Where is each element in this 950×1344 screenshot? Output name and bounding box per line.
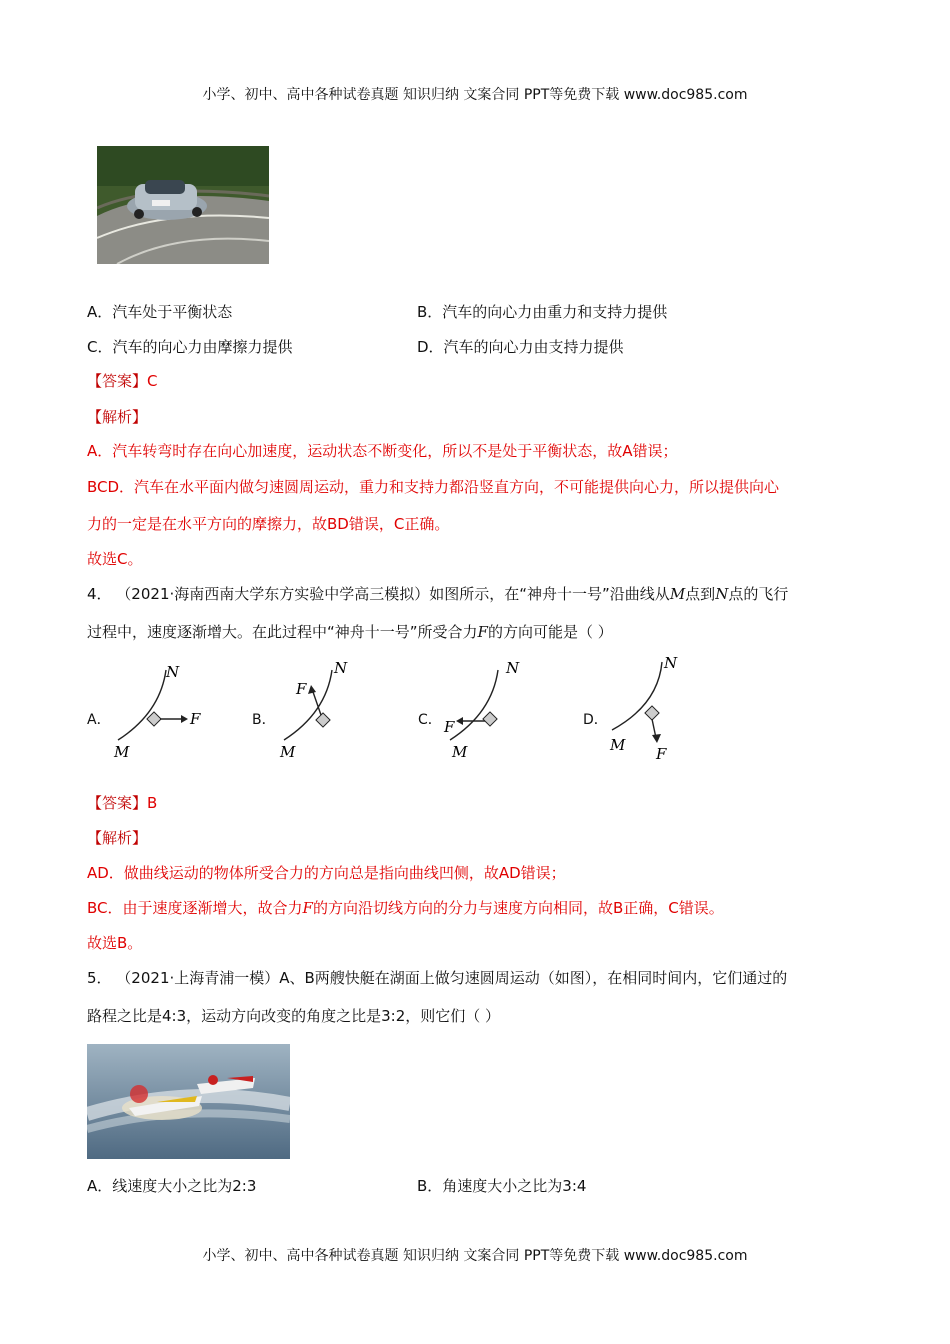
label-m: M <box>280 743 296 761</box>
q4-figure-a <box>108 658 218 763</box>
q4-stem-text: 的方向可能是（ ） <box>487 623 613 641</box>
q4-option-d-label: D． <box>583 712 608 728</box>
q4-answer <box>87 793 157 813</box>
var-m: M <box>669 585 686 603</box>
label-f: F <box>296 680 307 698</box>
q4-stem-text: 4． （2021·海南西南大学东方实验中学高三模拟）如图所示，在“神舟十一号”沿曲线从 <box>87 585 670 603</box>
car-photo <box>97 146 269 264</box>
var-n: N <box>715 585 729 603</box>
q3-analysis-line-1: A．汽车转弯时存在向心加速度，运动状态不断变化，所以不是处于平衡状态，故A错误； <box>87 442 678 460</box>
q5-option-a: A．线速度大小之比为2:3 <box>87 1177 257 1195</box>
q3-option-b: B．汽车的向心力由重力和支持力提供 <box>417 303 668 321</box>
label-n: N <box>166 663 180 681</box>
q3-option-d: D．汽车的向心力由支持力提供 <box>417 338 624 356</box>
label-f: F <box>656 745 667 763</box>
q4-stem-text: 点的飞行 <box>728 585 789 603</box>
var-f: F <box>302 899 313 917</box>
q4-option-b-label: B． <box>252 712 276 728</box>
answer-value: C <box>147 372 158 390</box>
q3-analysis-line-2: BCD．汽车在水平面内做匀速圆周运动，重力和支持力都沿竖直方向，不可能提供向心力，所以提供向心 <box>87 478 780 496</box>
q5-stem-line-1: 5． （2021·上海青浦一模）A、B两艘快艇在湖面上做匀速圆周运动（如图），在相同时间内，它们通过的 <box>87 969 788 987</box>
q4-figure-b <box>274 658 374 763</box>
q4-option-c-label: C． <box>418 712 442 728</box>
q3-analysis-label: 【解析】 <box>87 408 148 426</box>
label-f: F <box>444 718 455 736</box>
answer-label: 【答案】 <box>87 372 148 390</box>
q4-stem-line-1 <box>87 584 788 604</box>
q3-option-c: C．汽车的向心力由摩擦力提供 <box>87 338 293 356</box>
q3-analysis-line-4: 故选C。 <box>87 550 143 568</box>
q4-analysis-line-1: AD．做曲线运动的物体所受合力的方向总是指向曲线凹侧，故AD错误； <box>87 864 566 882</box>
q4-analysis-label: 【解析】 <box>87 829 148 847</box>
q4-analysis-line-3: 故选B。 <box>87 934 143 952</box>
q3-answer <box>87 371 158 391</box>
answer-value: B <box>147 794 158 812</box>
analysis-text: BC．由于速度逐渐增大，故合力 <box>87 899 303 917</box>
speedboat-photo <box>87 1044 290 1159</box>
q4-figure-d <box>606 650 706 765</box>
label-m: M <box>452 743 468 761</box>
label-m: M <box>610 736 626 754</box>
q5-stem-line-2: 路程之比是4:3，运动方向改变的角度之比是3:2，则它们（ ） <box>87 1007 501 1025</box>
label-n: N <box>664 654 678 672</box>
q3-analysis-line-3: 力的一定是在水平方向的摩擦力，故BD错误，C正确。 <box>87 515 450 533</box>
page-header: 小学、初中、高中各种试卷真题 知识归纳 文案合同 PPT等免费下载 www.doc985.com <box>202 87 748 103</box>
analysis-text: 的方向沿切线方向的分力与速度方向相同，故B正确，C错误。 <box>312 899 724 917</box>
q4-stem-line-2 <box>87 622 613 642</box>
q4-analysis-line-2 <box>87 898 724 918</box>
q5-option-b: B．角速度大小之比为3:4 <box>417 1177 587 1195</box>
label-n: N <box>506 659 520 677</box>
q4-option-a-label: A． <box>87 712 111 728</box>
answer-label: 【答案】 <box>87 794 148 812</box>
q3-option-a: A．汽车处于平衡状态 <box>87 303 233 321</box>
q4-stem-text: 过程中，速度逐渐增大。在此过程中“神舟十一号”所受合力 <box>87 623 478 641</box>
label-f: F <box>190 710 201 728</box>
page-footer: 小学、初中、高中各种试卷真题 知识归纳 文案合同 PPT等免费下载 www.doc985.com <box>202 1248 748 1264</box>
label-m: M <box>114 743 130 761</box>
q4-figure-c <box>440 658 540 763</box>
q4-stem-text: 点到 <box>685 585 716 603</box>
label-n: N <box>334 659 348 677</box>
var-f: F <box>477 623 488 641</box>
